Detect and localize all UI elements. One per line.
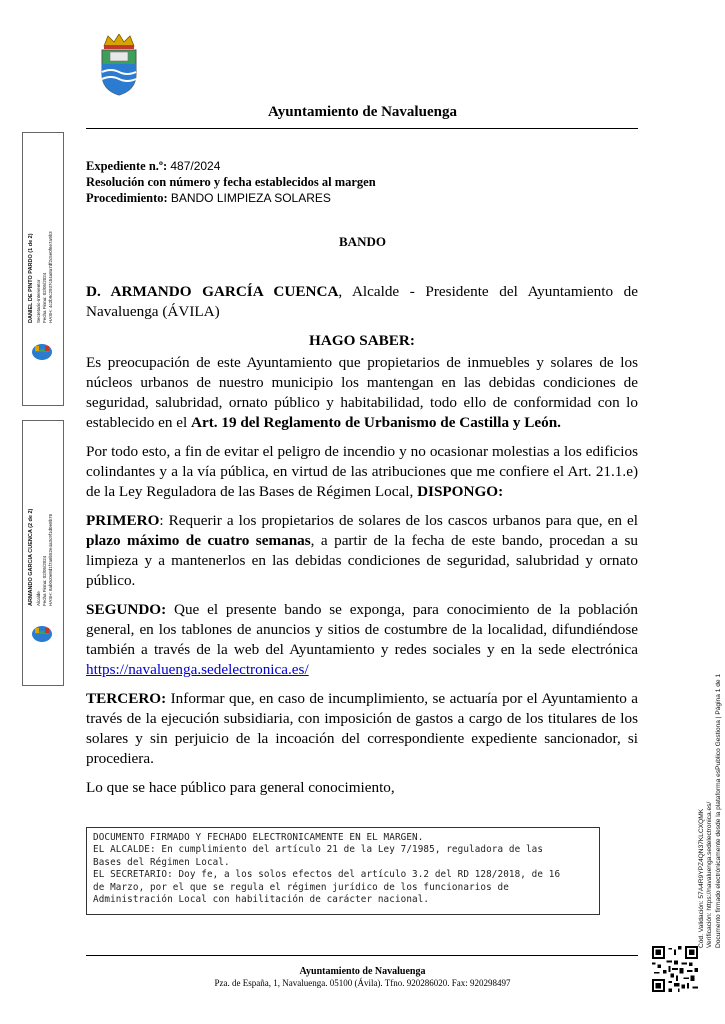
- document-meta: [86, 158, 376, 206]
- expediente-label: Expediente n.º:: [86, 159, 168, 173]
- signature-stamp-alcalde: [22, 420, 64, 686]
- page-title: Ayuntamiento de Navaluenga: [268, 104, 457, 120]
- footer-address: Pza. de España, 1, Navaluenga. 05100 (Ávila). Tfno. 920286020. Fax: 920298497: [214, 978, 511, 988]
- verification-url: Verificación: https://navaluenga.sedelectronica.es/: [706, 801, 714, 948]
- primero-paragraph: PRIMERO: Requerir a los propietarios de solares de los cascos urbanos para que, en el plazo máximo de cuatro semanas, a partir de la fecha de este bando, procedan a su limpieza y a mantenerlos en las debidas condiciones de seguridad, salubridad y ornato público.: [86, 512, 638, 589]
- signature-line-4: EL SECRETARIO: Doy fe, a los solos efectos del artículo 3.2 del RD 128/2018, de 16: [93, 869, 561, 881]
- sede-electronica-link[interactable]: https://navaluenga.sedelectronica.es/: [86, 661, 309, 678]
- paragraph-1: Es preocupación de este Ayuntamiento que propietarios de inmuebles y solares de los núcleos urbanos de nuestro municipio los mantengan en las debidas condiciones de seguridad, salubridad, ornato público y habitabilidad, todo ello de conformidad con lo establecido en el Art. 19 del Reglamento de Urbanismo de Castilla y León.: [86, 354, 638, 431]
- verification-platform: Documento firmado electrónicamente desde la plataforma esPublico Gestiona | Página 1 de 1: [714, 673, 722, 948]
- municipal-coat-of-arms: [96, 34, 142, 96]
- hago-saber-heading: HAGO SABER:: [309, 332, 415, 349]
- stamp2-date: Fecha Firma: 02/05/2024: [42, 555, 47, 606]
- signature-line-2: EL ALCALDE: En cumplimiento del artículo 21 de la Ley 7/1985, reguladora de las: [93, 844, 544, 856]
- stamp2-name: ARMANDO GARCIA CUENCA (2 de 2): [28, 508, 34, 606]
- signature-line-6: Administración Local con habilitación de carácter nacional.: [93, 894, 430, 906]
- stamp1-date: Fecha Firma: 02/05/2024: [42, 272, 47, 323]
- footer-title: Ayuntamiento de Navaluenga: [299, 966, 426, 977]
- stamp1-hash: HASH: 4c2b9c2937c54a8a7df2c5e0f6e7a9b3: [48, 231, 53, 323]
- signature-line-3: Bases del Régimen Local.: [93, 856, 230, 868]
- signature-line-1: DOCUMENTO FIRMADO Y FECHADO ELECTRONICAMENTE EN EL MARGEN.: [93, 832, 424, 843]
- stamp-seal-icon: [31, 343, 53, 361]
- tercero-paragraph: TERCERO: Informar que, en caso de incumplimiento, se actuaría por el Ayuntamiento a través de la ejecución subsidiaria, con imposición de gastos a cargo de los titulares de los solares y sin perjuicio de la incoación del correspondiente expediente sancionador, si procediera.: [86, 690, 638, 767]
- resolucion-line: Resolución con número y fecha establecidos al margen: [86, 175, 376, 189]
- intro-paragraph: D. ARMANDO GARCÍA CUENCA, Alcalde - Presidente del Ayuntamiento de Navaluenga (ÁVILA): [86, 283, 638, 320]
- stamp1-name: DANIEL DE PINTO PARDO (1 de 2): [28, 233, 34, 323]
- segundo-paragraph: SEGUNDO: Que el presente bando se exponga, para conocimiento de la población general, en los tablones de anuncios y sitios de costumbre de la localidad, difundiéndose también a través de la web del Ayuntamiento y redes sociales y en la sede electrónica https://navaluenga.sedelectronica.es/: [86, 601, 638, 678]
- procedimiento-value: BANDO LIMPIEZA SOLARES: [170, 191, 331, 205]
- verification-code: Cód. Validación: 57A4R9YPZ4QN37KLCXQMK: [698, 808, 705, 948]
- closing-line: Lo que se hace público para general conocimiento,: [86, 779, 395, 796]
- signature-line-5: de Marzo, por el que se regula el régimen jurídico de los funcionarios de: [93, 881, 509, 893]
- stamp-seal-icon: [31, 625, 53, 643]
- stamp2-role: Alcalde: [36, 591, 41, 606]
- document-body: [86, 282, 638, 807]
- paragraph-2: Por todo esto, a fin de evitar el peligro de incendio y no ocasionar molestias a los edificios colindantes y a la vía pública, en virtud de las atribuciones que me confiere el Art. 21.1.e) de la Ley Reguladora de las Bases de Régimen Local, DISPONGO:: [86, 443, 638, 500]
- document-heading: BANDO: [339, 234, 386, 249]
- stamp1-role: Secretario-Interventor: [36, 279, 41, 323]
- footer-divider: [86, 955, 638, 956]
- verification-text: [698, 674, 723, 948]
- header-divider: [86, 128, 638, 129]
- signature-notice-box: [86, 827, 600, 915]
- stamp2-hash: HASH: 8ab0c0e8d1f7a6b52e4a3c9f1d0e8b76: [48, 513, 53, 606]
- procedimiento-label: Procedimiento:: [86, 191, 168, 205]
- expediente-value: 487/2024: [170, 159, 221, 173]
- qr-code-icon[interactable]: [652, 946, 698, 992]
- signature-stamp-secretario: [22, 132, 64, 406]
